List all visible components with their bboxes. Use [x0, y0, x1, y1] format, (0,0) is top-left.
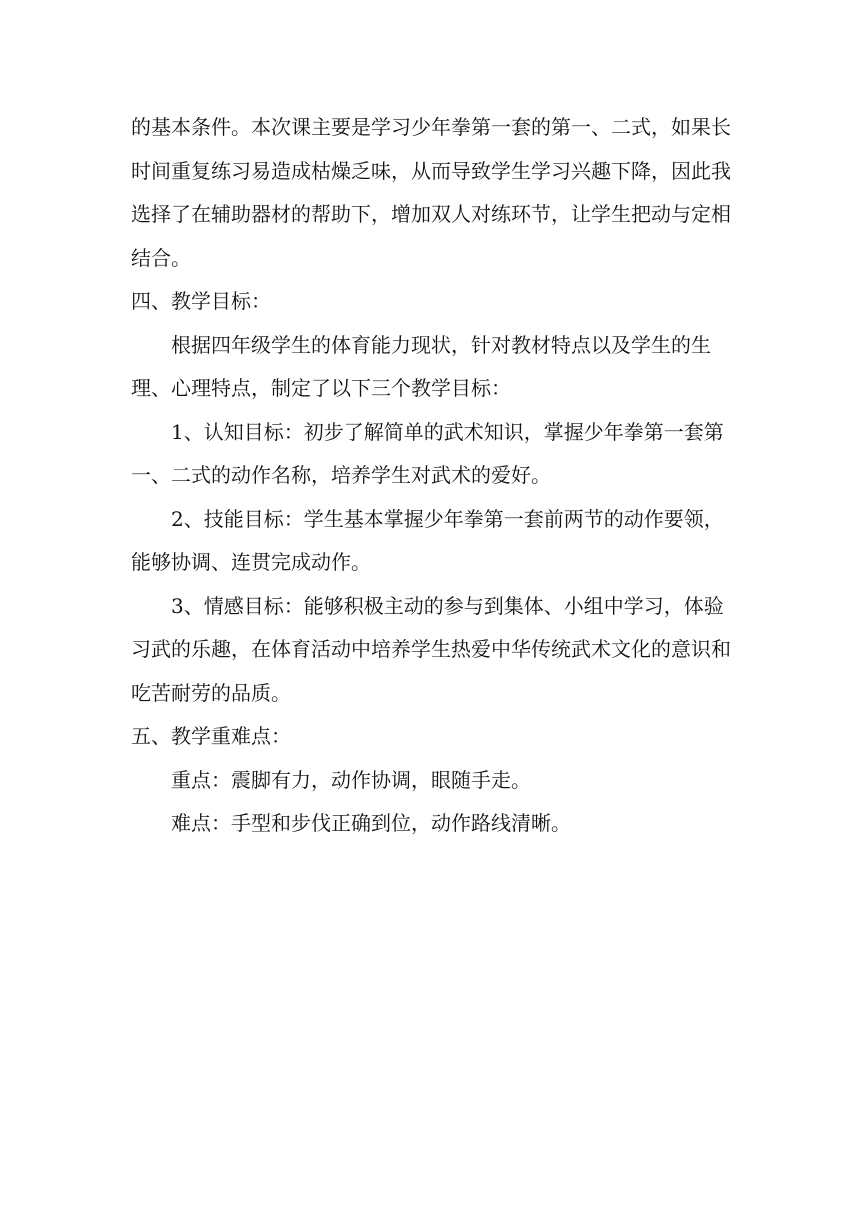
- paragraph-difficult-point: 难点：手型和步伐正确到位，动作路线清晰。: [171, 811, 571, 835]
- paragraph-skill-goal: 2、技能目标：学生基本掌握少年拳第一套前两节的动作要领，能够协调、连贯完成动作。: [131, 506, 724, 574]
- paragraph-emotional-goal: 3、情感目标：能够积极主动的参与到集体、小组中学习，体验习武的乐趣，在体育活动中培养学生热爱中华传统武术文化的意识和吃苦耐劳的品质。: [131, 593, 731, 705]
- paragraph-conditions: 的基本条件。本次课主要是学习少年拳第一套的第一、二式，如果长时间重复练习易造成枯燥乏味，从而导致学生学习兴趣下降，因此我选择了在辅助器材的帮助下，增加双人对练环节，让学生把动与定相结合。: [131, 115, 731, 270]
- paragraph-key-point: 重点：震脚有力，动作协调，眼随手走。: [171, 767, 531, 792]
- document-body: [131, 106, 731, 846]
- heading-teaching-goals: 四、教学目标：: [131, 289, 271, 313]
- heading-key-points: 五、教学重难点：: [131, 724, 291, 748]
- paragraph-cognitive-goal: 1、认知目标：初步了解简单的武术知识，掌握少年拳第一套第一、二式的动作名称，培养学生对武术的爱好。: [131, 419, 724, 487]
- paragraph-goals-intro: 根据四年级学生的体育能力现状，针对教材特点以及学生的生理、心理特点，制定了以下三个教学目标：: [131, 332, 711, 400]
